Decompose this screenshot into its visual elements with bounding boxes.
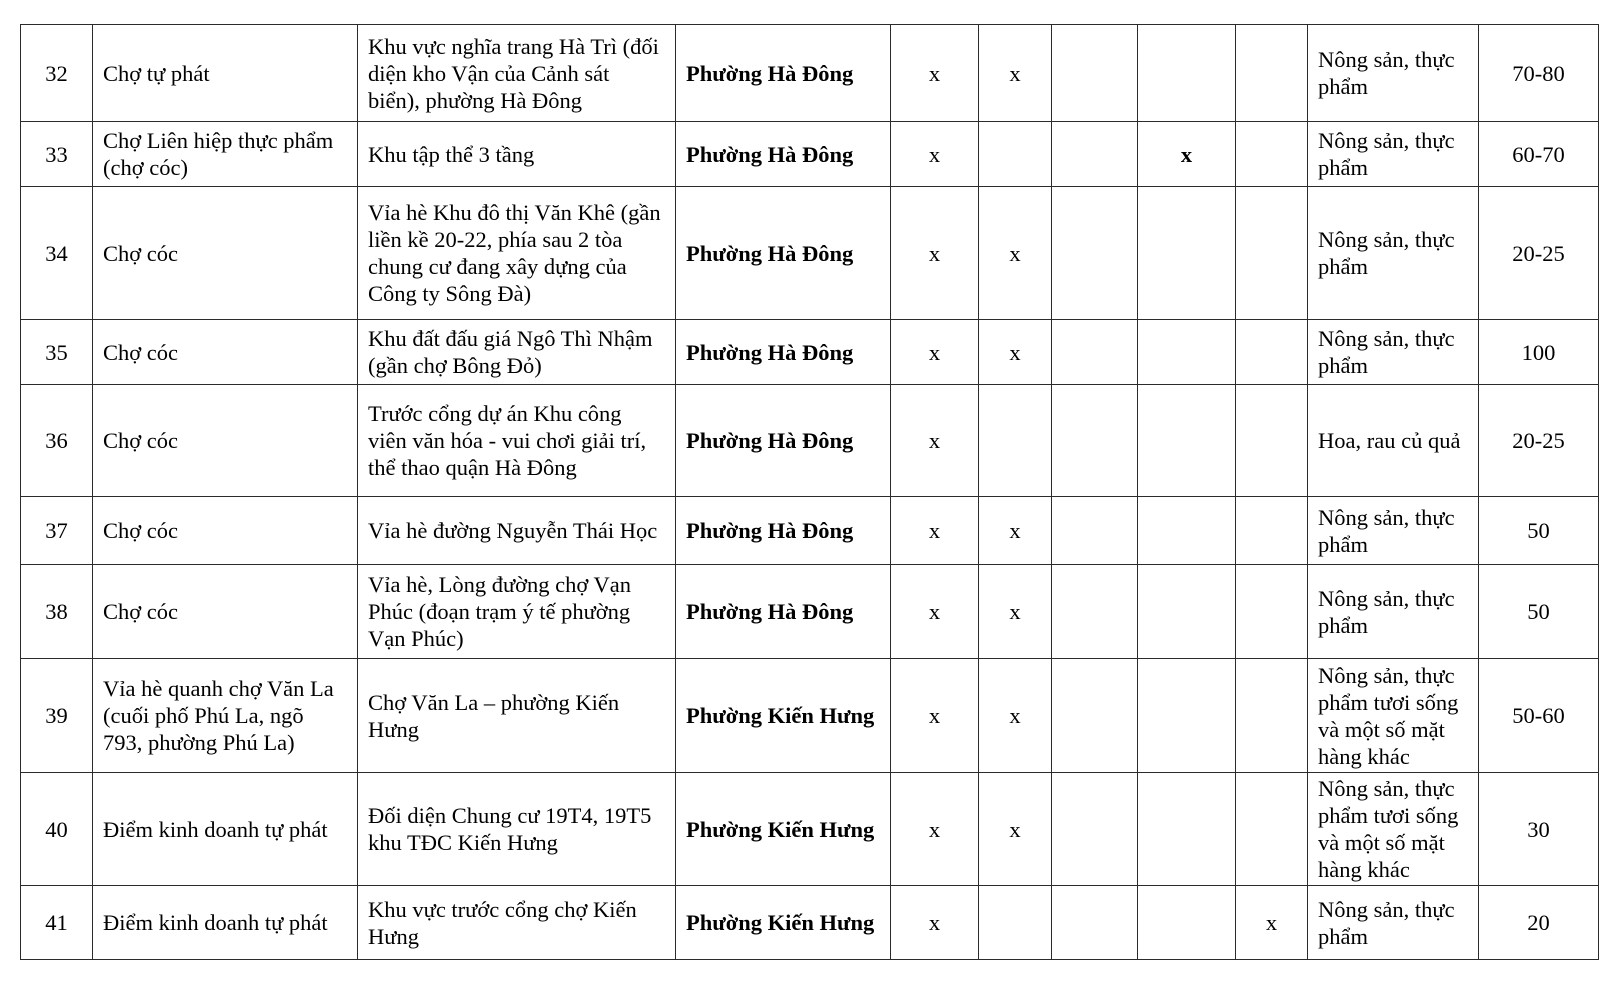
market-table xyxy=(20,24,1599,960)
market-name: Chợ cóc xyxy=(93,497,358,565)
market-location: Vỉa hè đường Nguyễn Thái Học xyxy=(358,497,676,565)
table-row xyxy=(21,497,1599,565)
market-name: Chợ cóc xyxy=(93,187,358,320)
ward-name: Phường Kiến Hưng xyxy=(676,659,891,773)
mark-cell: x xyxy=(891,773,979,886)
mark-cell xyxy=(979,886,1052,960)
ward-name: Phường Kiến Hưng xyxy=(676,773,891,886)
mark-cell xyxy=(1138,25,1236,122)
goods-type: Nông sản, thực phẩm xyxy=(1308,565,1479,659)
mark-cell xyxy=(1138,385,1236,497)
row-number: 34 xyxy=(21,187,93,320)
market-location: Khu vực trước cổng chợ Kiến Hưng xyxy=(358,886,676,960)
goods-type: Nông sản, thực phẩm tươi sống và một số mặt hàng khác xyxy=(1308,659,1479,773)
household-count: 60-70 xyxy=(1479,122,1599,187)
ward-name: Phường Hà Đông xyxy=(676,25,891,122)
table-row xyxy=(21,25,1599,122)
table-row xyxy=(21,385,1599,497)
goods-type: Nông sản, thực phẩm tươi sống và một số mặt hàng khác xyxy=(1308,773,1479,886)
table-body xyxy=(21,25,1599,960)
mark-cell xyxy=(1052,122,1138,187)
row-number: 33 xyxy=(21,122,93,187)
mark-cell xyxy=(1236,25,1308,122)
mark-cell: x xyxy=(891,497,979,565)
mark-cell xyxy=(1138,320,1236,385)
row-number: 41 xyxy=(21,886,93,960)
mark-cell xyxy=(1236,385,1308,497)
mark-cell: x xyxy=(979,497,1052,565)
household-count: 20-25 xyxy=(1479,385,1599,497)
table-row xyxy=(21,886,1599,960)
mark-cell: x xyxy=(891,25,979,122)
mark-cell: x xyxy=(1138,122,1236,187)
goods-type: Hoa, rau củ quả xyxy=(1308,385,1479,497)
table-row xyxy=(21,773,1599,886)
mark-cell xyxy=(1236,187,1308,320)
table-row xyxy=(21,320,1599,385)
goods-type: Nông sản, thực phẩm xyxy=(1308,886,1479,960)
market-location: Đối diện Chung cư 19T4, 19T5 khu TĐC Kiến Hưng xyxy=(358,773,676,886)
market-location: Vỉa hè, Lòng đường chợ Vạn Phúc (đoạn trạm ý tế phường Vạn Phúc) xyxy=(358,565,676,659)
goods-type: Nông sản, thực phẩm xyxy=(1308,122,1479,187)
ward-name: Phường Hà Đông xyxy=(676,565,891,659)
mark-cell xyxy=(1052,25,1138,122)
market-name: Chợ cóc xyxy=(93,320,358,385)
mark-cell xyxy=(1052,773,1138,886)
mark-cell xyxy=(1138,187,1236,320)
ward-name: Phường Hà Đông xyxy=(676,122,891,187)
mark-cell: x xyxy=(1236,886,1308,960)
mark-cell: x xyxy=(891,187,979,320)
mark-cell: x xyxy=(891,385,979,497)
market-location: Khu đất đấu giá Ngô Thì Nhậm (gần chợ Bông Đỏ) xyxy=(358,320,676,385)
ward-name: Phường Hà Đông xyxy=(676,497,891,565)
row-number: 39 xyxy=(21,659,93,773)
table-row xyxy=(21,565,1599,659)
mark-cell xyxy=(1052,886,1138,960)
ward-name: Phường Kiến Hưng xyxy=(676,886,891,960)
mark-cell: x xyxy=(891,122,979,187)
mark-cell: x xyxy=(979,25,1052,122)
mark-cell xyxy=(1052,320,1138,385)
household-count: 50 xyxy=(1479,497,1599,565)
mark-cell xyxy=(1138,659,1236,773)
mark-cell: x xyxy=(891,320,979,385)
mark-cell xyxy=(1236,122,1308,187)
row-number: 38 xyxy=(21,565,93,659)
table-row xyxy=(21,659,1599,773)
market-location: Khu vực nghĩa trang Hà Trì (đối diện kho Vận của Cảnh sát biển), phường Hà Đông xyxy=(358,25,676,122)
market-name: Điểm kinh doanh tự phát xyxy=(93,773,358,886)
goods-type: Nông sản, thực phẩm xyxy=(1308,497,1479,565)
market-name: Chợ cóc xyxy=(93,385,358,497)
market-location: Trước cổng dự án Khu công viên văn hóa - vui chơi giải trí, thể thao quận Hà Đông xyxy=(358,385,676,497)
row-number: 35 xyxy=(21,320,93,385)
household-count: 30 xyxy=(1479,773,1599,886)
mark-cell xyxy=(1236,320,1308,385)
market-name: Chợ Liên hiệp thực phẩm (chợ cóc) xyxy=(93,122,358,187)
goods-type: Nông sản, thực phẩm xyxy=(1308,25,1479,122)
row-number: 37 xyxy=(21,497,93,565)
mark-cell xyxy=(1052,659,1138,773)
row-number: 32 xyxy=(21,25,93,122)
row-number: 40 xyxy=(21,773,93,886)
mark-cell xyxy=(1052,565,1138,659)
goods-type: Nông sản, thực phẩm xyxy=(1308,187,1479,320)
mark-cell: x xyxy=(979,565,1052,659)
mark-cell xyxy=(1236,497,1308,565)
market-name: Vỉa hè quanh chợ Văn La (cuối phố Phú La, ngõ 793, phường Phú La) xyxy=(93,659,358,773)
mark-cell: x xyxy=(891,659,979,773)
mark-cell xyxy=(1052,187,1138,320)
market-name: Điểm kinh doanh tự phát xyxy=(93,886,358,960)
household-count: 100 xyxy=(1479,320,1599,385)
mark-cell xyxy=(1138,497,1236,565)
market-name: Chợ cóc xyxy=(93,565,358,659)
mark-cell: x xyxy=(891,565,979,659)
goods-type: Nông sản, thực phẩm xyxy=(1308,320,1479,385)
mark-cell: x xyxy=(979,187,1052,320)
ward-name: Phường Hà Đông xyxy=(676,187,891,320)
mark-cell: x xyxy=(979,320,1052,385)
mark-cell xyxy=(1052,385,1138,497)
household-count: 20-25 xyxy=(1479,187,1599,320)
table-row xyxy=(21,187,1599,320)
mark-cell xyxy=(1236,659,1308,773)
mark-cell xyxy=(1138,886,1236,960)
ward-name: Phường Hà Đông xyxy=(676,320,891,385)
market-location: Vỉa hè Khu đô thị Văn Khê (gần liền kề 20-22, phía sau 2 tòa chung cư đang xây dựng của Công ty Sông Đà) xyxy=(358,187,676,320)
market-location: Chợ Văn La – phường Kiến Hưng xyxy=(358,659,676,773)
mark-cell: x xyxy=(979,773,1052,886)
mark-cell xyxy=(979,385,1052,497)
household-count: 50 xyxy=(1479,565,1599,659)
household-count: 50-60 xyxy=(1479,659,1599,773)
ward-name: Phường Hà Đông xyxy=(676,385,891,497)
market-name: Chợ tự phát xyxy=(93,25,358,122)
mark-cell: x xyxy=(979,659,1052,773)
row-number: 36 xyxy=(21,385,93,497)
mark-cell xyxy=(1236,565,1308,659)
mark-cell xyxy=(1052,497,1138,565)
household-count: 20 xyxy=(1479,886,1599,960)
market-location: Khu tập thể 3 tầng xyxy=(358,122,676,187)
mark-cell xyxy=(979,122,1052,187)
mark-cell xyxy=(1138,565,1236,659)
mark-cell xyxy=(1236,773,1308,886)
mark-cell xyxy=(1138,773,1236,886)
household-count: 70-80 xyxy=(1479,25,1599,122)
table-row xyxy=(21,122,1599,187)
mark-cell: x xyxy=(891,886,979,960)
